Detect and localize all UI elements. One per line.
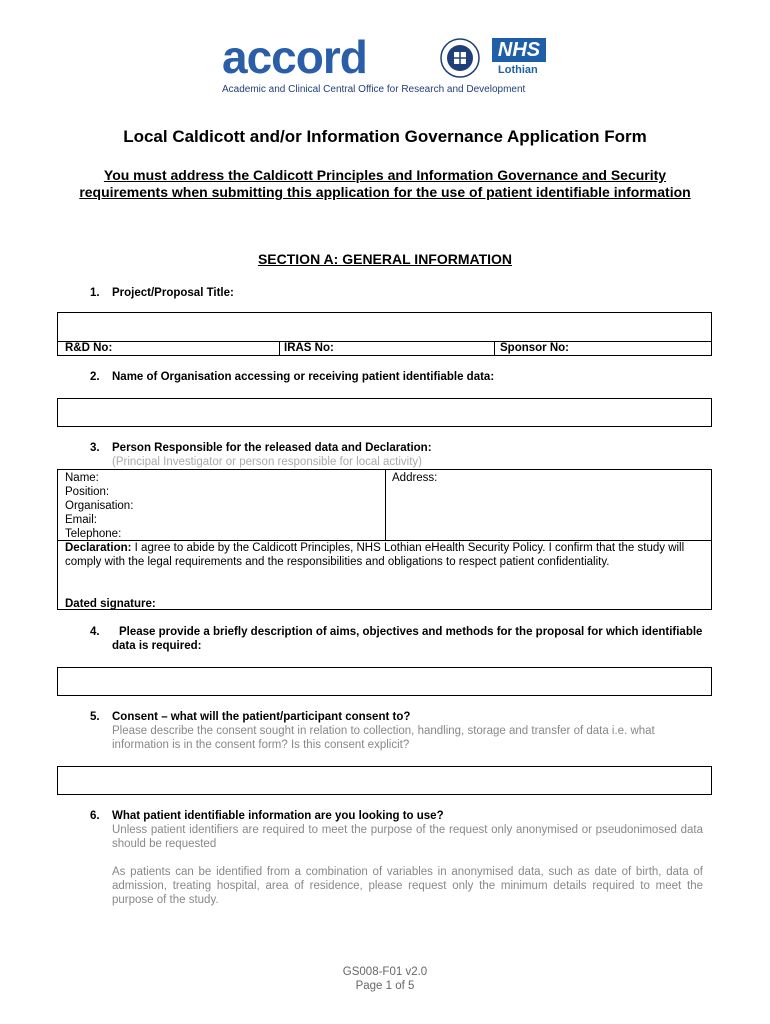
declaration-text <box>65 541 695 569</box>
footer <box>0 965 770 993</box>
address-field[interactable]: Address: <box>392 472 438 484</box>
position-field[interactable]: Position: <box>65 486 110 498</box>
person-responsible-table <box>57 469 712 610</box>
declaration-label: Declaration: <box>65 542 132 554</box>
question-number: 3. <box>90 442 100 454</box>
name-field[interactable]: Name: <box>65 472 99 484</box>
question-5-hint: Please describe the consent sought in relation to collection, handling, storage and transfer of data i.e. what information is in the consent form? Is this consent explicit? <box>112 725 655 751</box>
organisation-name-field[interactable]: Organisation: <box>65 500 134 512</box>
question-number: 6. <box>90 810 100 822</box>
accord-logo-word: accord <box>222 31 367 83</box>
declaration-body: I agree to abide by the Caldicott Principles, NHS Lothian eHealth Security Policy. I confirm that the study will comply with the legal requirements and the responsibilities and obligations to respect patient confidentiality. <box>65 542 685 568</box>
sponsor-number-label[interactable]: Sponsor No: <box>500 342 569 354</box>
question-number: 5. <box>90 711 100 723</box>
question-2 <box>90 370 495 384</box>
question-4 <box>90 625 712 653</box>
page-number: Page 1 of 5 <box>355 980 415 992</box>
question-3 <box>90 441 432 455</box>
page-title: Local Caldicott and/or Information Governance Application Form <box>123 127 647 146</box>
question-6-hint-2: As patients can be identified from a combination of variables in anonymised data, such as date of birth, data of admission, treating hospital, area of residence, please request only the minimum details required to meet the purpose of the study. <box>112 866 703 906</box>
nhs-region: Lothian <box>498 64 538 76</box>
organisation-field[interactable] <box>57 398 712 427</box>
question-number: 1. <box>90 287 100 299</box>
document-code: GS008-F01 v2.0 <box>342 966 428 978</box>
university-crest-icon <box>440 38 480 78</box>
accord-logo-subtitle: Academic and Clinical Central Office for Research and Development <box>222 84 526 95</box>
question-6 <box>90 809 444 823</box>
rd-number-label[interactable]: R&D No: <box>65 342 113 354</box>
iras-number-label[interactable]: IRAS No: <box>284 342 334 354</box>
aims-objectives-field[interactable] <box>57 667 712 696</box>
question-label: Project/Proposal Title: <box>112 287 234 299</box>
question-3-hint: (Principal Investigator or person responsible for local activity) <box>112 456 422 468</box>
question-label: Name of Organisation accessing or receiving patient identifiable data: <box>112 371 495 383</box>
email-field[interactable]: Email: <box>65 514 97 526</box>
question-label: Person Responsible for the released data and Declaration: <box>112 442 432 454</box>
question-label: What patient identifiable information are you looking to use? <box>112 810 444 822</box>
question-1 <box>90 286 234 300</box>
project-title-field[interactable] <box>57 312 712 342</box>
question-label: Consent – what will the patient/participant consent to? <box>112 711 411 723</box>
question-5 <box>90 710 411 724</box>
telephone-field[interactable]: Telephone: <box>65 528 122 540</box>
consent-field[interactable] <box>57 766 712 795</box>
question-number: 2. <box>90 371 100 383</box>
question-number: 4. <box>90 626 100 638</box>
dated-signature-field[interactable]: Dated signature: <box>65 598 156 610</box>
nhs-logo: NHS <box>492 38 546 62</box>
question-label: Please provide a briefly description of aims, objectives and methods for the proposal for which identifiable data is required: <box>112 626 703 652</box>
instructions-heading: You must address the Caldicott Principles and Information Governance and Security requirements when submitting this application for the use of patient identifiable information <box>79 167 691 200</box>
id-row <box>57 341 712 356</box>
question-6-hint-1: Unless patient identifiers are required to meet the purpose of the request only anonymised or pseudonimosed data should be requested <box>112 824 703 850</box>
section-a-heading: SECTION A: GENERAL INFORMATION <box>257 251 513 267</box>
